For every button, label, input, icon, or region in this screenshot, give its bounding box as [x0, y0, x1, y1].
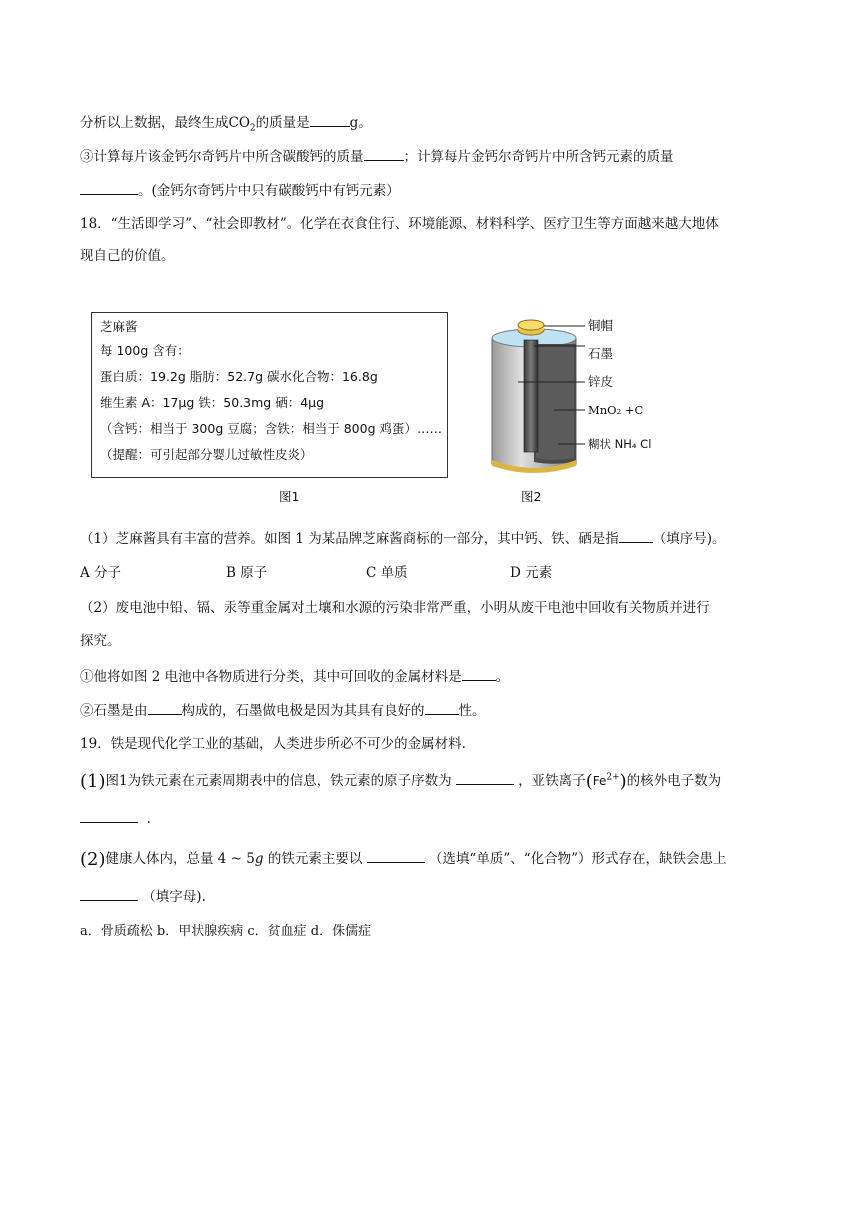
- answer-blank[interactable]: [80, 180, 138, 195]
- text: （填序号)。: [652, 531, 726, 547]
- text: 分析以上数据，最终生成CO: [80, 115, 250, 131]
- nutrition-label-figure: [91, 312, 448, 478]
- item-number: (2): [80, 849, 106, 870]
- text-line: [80, 700, 486, 721]
- text-line: [80, 848, 727, 870]
- text: 的质量是: [255, 115, 310, 131]
- ion-symbol: Fe: [592, 774, 607, 788]
- text: g。: [349, 115, 372, 131]
- figure1-caption: 图1: [279, 489, 300, 504]
- text: 4 ~ 5: [217, 851, 255, 867]
- text: a．骨质疏松 b．甲状腺疾病 c．贫血症 d．侏儒症: [80, 924, 372, 939]
- label-graphite: 石墨: [588, 346, 614, 361]
- text: ①他将如图 2 电池中各物质进行分类，其中可回收的金属材料是: [80, 669, 462, 685]
- ion-charge: 2+: [606, 772, 620, 783]
- text: 探究。: [80, 633, 121, 649]
- label-cap: 铜帽: [588, 318, 614, 333]
- option-b[interactable]: B 原子: [226, 565, 268, 581]
- label-line: 维生素 A：17μg 铁：50.3mg 硒：4μg: [100, 395, 325, 410]
- label-line: （含钙：相当于 300g 豆腐；含铁：相当于 800g 鸡蛋）……: [100, 421, 442, 436]
- label-mno2: MnO₂ +C: [588, 403, 644, 417]
- battery-diagram: [488, 316, 698, 478]
- item-number: (1): [80, 771, 106, 792]
- text: 18．“生活即学习”、“社会即教材”。化学在衣食住行、环境能源、材料科学、医疗卫生等方面越来越大地体: [80, 216, 719, 232]
- text: 图1为铁元素在元素周期表中的信息，铁元素的原子序数为: [105, 773, 452, 789]
- text: （填字母).: [142, 889, 206, 905]
- text-line: [80, 146, 674, 167]
- text-line: [80, 922, 371, 942]
- option-d[interactable]: D 元素: [510, 565, 553, 581]
- text: 。: [495, 669, 510, 685]
- label-line: （提醒：可引起部分婴儿过敏性皮炎）: [100, 447, 313, 462]
- text: 健康人体内，总量: [105, 851, 214, 867]
- text-line: [80, 666, 509, 687]
- label-line: 芝麻酱: [100, 319, 138, 334]
- text: 的铁元素主要以: [267, 851, 363, 867]
- question-18: [80, 214, 719, 234]
- text: 构成的，石墨做电极是因为其具有良好的: [181, 703, 425, 719]
- text: 的核外电子数为: [626, 773, 722, 789]
- text-line: [80, 598, 710, 618]
- label-line: 蛋白质：19.2g 脂肪：52.7g 碳水化合物：16.8g: [100, 369, 378, 384]
- text: （1）芝麻酱具有丰富的营养。如图 1 为某品牌芝麻酱商标的一部分，其中钙、铁、硒是指: [80, 531, 619, 547]
- text-line: [80, 528, 726, 549]
- question-19: [80, 734, 466, 754]
- answer-blank[interactable]: [364, 146, 404, 161]
- text: 19．铁是现代化学工业的基础，人类进步所必不可少的金属材料.: [80, 736, 466, 752]
- text: （选填“单质”、“化合物”）形式存在，缺铁会患上: [428, 851, 727, 867]
- label-zinc: 锌皮: [588, 374, 614, 389]
- option-a[interactable]: A 分子: [80, 565, 122, 581]
- text-line: [80, 808, 151, 829]
- text: .: [146, 811, 151, 827]
- answer-blank[interactable]: [148, 700, 182, 715]
- answer-blank[interactable]: [619, 528, 653, 543]
- label-nh4cl: 糊状 NH₄ Cl: [588, 437, 652, 451]
- text: 。(金钙尔奇钙片中只有碳酸钙中有钙元素）: [138, 183, 400, 199]
- unit: g: [254, 851, 264, 867]
- answer-options: [80, 563, 700, 583]
- answer-blank[interactable]: [456, 770, 514, 785]
- answer-blank[interactable]: [310, 112, 350, 127]
- subscript: 2: [249, 123, 256, 134]
- text-line: [80, 246, 175, 266]
- text: ②石墨是由: [80, 703, 148, 719]
- text-line: [80, 886, 206, 907]
- answer-blank[interactable]: [462, 666, 496, 681]
- answer-blank[interactable]: [367, 848, 425, 863]
- figure2-caption: 图2: [521, 489, 542, 504]
- text: 性。: [458, 703, 486, 719]
- answer-blank[interactable]: [80, 808, 138, 823]
- text-line: [80, 112, 372, 133]
- text-line: (1)图1为铁元素在元素周期表中的信息，铁元素的原子序数为 ，亚铁离子$(Fe^{2+})$的核外电子数为: [80, 771, 722, 792]
- text: （2）废电池中铅、镉、汞等重金属对土壤和水源的污染非常严重，小明从废干电池中回收有关物质并进行: [80, 600, 710, 616]
- text-line: [80, 631, 121, 651]
- text: ，亚铁离子: [518, 773, 586, 789]
- text: ；计算每片金钙尔奇钙片中所含钙元素的质量: [403, 149, 674, 165]
- answer-blank[interactable]: [425, 700, 459, 715]
- answer-blank[interactable]: [80, 886, 138, 901]
- option-c[interactable]: C 单质: [366, 565, 408, 581]
- label-line: 每 100g 含有：: [100, 343, 190, 358]
- text: ③计算每片该金钙尔奇钙片中所含碳酸钙的质量: [80, 149, 364, 165]
- text-line: [80, 180, 400, 201]
- text: 现自己的价值。: [80, 248, 175, 264]
